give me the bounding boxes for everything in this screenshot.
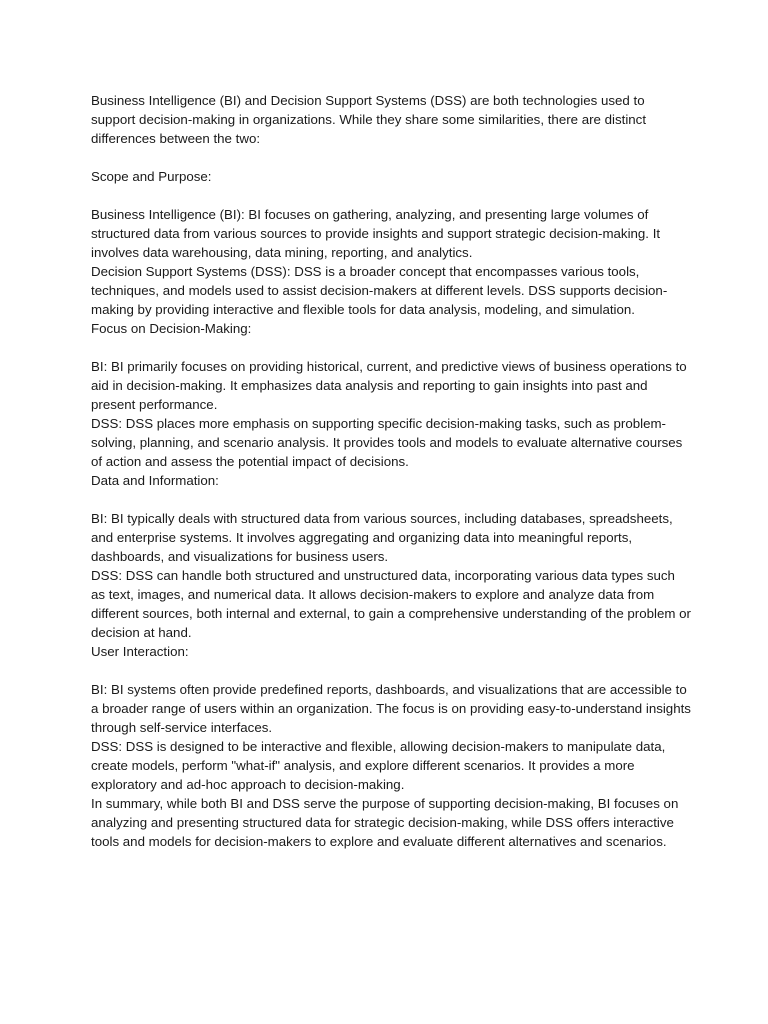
interaction-bi-paragraph: BI: BI systems often provide predefined reports, dashboards, and visualizations that are accessible to a broader range of users within an organization. The focus is on providing easy-to-understand insights through self-service interfaces. (91, 682, 691, 735)
document-body (91, 91, 691, 851)
scope-bi-paragraph: Business Intelligence (BI): BI focuses on gathering, analyzing, and presenting large volumes of structured data from various sources to provide insights and support strategic decision-making. It involves data warehousing, data mining, reporting, and analytics. (91, 207, 661, 260)
summary-paragraph: In summary, while both BI and DSS serve the purpose of supporting decision-making, BI focuses on analyzing and presenting structured data for strategic decision-making, while DSS offers interactive tools and models for decision-makers to explore and evaluate different alternatives and scenarios. (91, 796, 679, 849)
focus-bi-paragraph: BI: BI primarily focuses on providing historical, current, and predictive views of business operations to aid in decision-making. It emphasizes data analysis and reporting to gain insights into past and present performance. (91, 359, 687, 412)
section-heading-data: Data and Information: (91, 473, 219, 488)
section-heading-focus: Focus on Decision-Making: (91, 321, 252, 336)
interaction-dss-paragraph: DSS: DSS is designed to be interactive and flexible, allowing decision-makers to manipulate data, create models, perform "what-if" analysis, and explore different scenarios. It provides a more exploratory and ad-hoc approach to decision-making. (91, 739, 666, 792)
paragraph-gap (91, 490, 691, 509)
paragraph-gap (91, 338, 691, 357)
paragraph-gap (91, 148, 691, 167)
scope-dss-paragraph: Decision Support Systems (DSS): DSS is a broader concept that encompasses various tools, techniques, and models used to assist decision-makers at different levels. DSS supports decision-making by providing interactive and flexible tools for data analysis, modeling, and simulation. (91, 264, 668, 317)
section-heading-interaction: User Interaction: (91, 644, 189, 659)
data-bi-paragraph: BI: BI typically deals with structured data from various sources, including databases, spreadsheets, and enterprise systems. It involves aggregating and organizing data into meaningful reports, dashboards, and visualizations for business users. (91, 511, 673, 564)
focus-dss-paragraph: DSS: DSS places more emphasis on supporting specific decision-making tasks, such as problem-solving, planning, and scenario analysis. It provides tools and models to evaluate alternative courses of action and assess the potential impact of decisions. (91, 416, 683, 469)
paragraph-gap (91, 186, 691, 205)
section-heading-scope: Scope and Purpose: (91, 169, 212, 184)
data-dss-paragraph: DSS: DSS can handle both structured and unstructured data, incorporating various data types such as text, images, and numerical data. It allows decision-makers to explore and analyze data from different sources, both internal and external, to gain a comprehensive understanding of the problem or decision at hand. (91, 568, 691, 640)
paragraph-gap (91, 661, 691, 680)
intro-paragraph: Business Intelligence (BI) and Decision Support Systems (DSS) are both technologies used to support decision-making in organizations. While they share some similarities, there are distinct differences between the two: (91, 93, 647, 146)
